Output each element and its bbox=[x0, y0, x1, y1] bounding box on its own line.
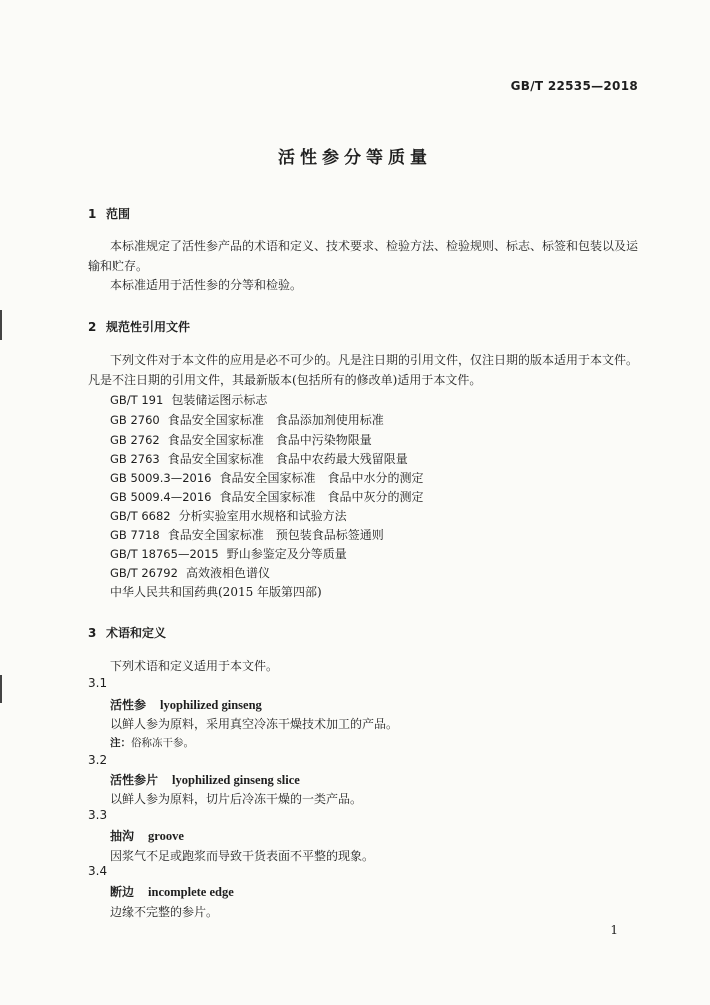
reference-item: GB 5009.3—2016 食品安全国家标准 食品中水分的测定 bbox=[110, 471, 424, 485]
term-name: 活性参 lyophilized ginseng bbox=[110, 698, 262, 712]
page-number: 1 bbox=[610, 923, 618, 937]
scan-edge-mark bbox=[0, 675, 2, 703]
reference-item: GB/T 191 包装储运图示标志 bbox=[110, 393, 268, 407]
section-number: 3 bbox=[88, 626, 97, 640]
term-definition: 边缘不完整的参片。 bbox=[110, 905, 219, 919]
reference-item: 中华人民共和国药典(2015 年版第四部) bbox=[110, 585, 322, 599]
term-name: 活性参片 lyophilized ginseng slice bbox=[110, 773, 300, 787]
section-number: 2 bbox=[88, 320, 97, 334]
reference-item: GB/T 6682 分析实验室用水规格和试验方法 bbox=[110, 509, 347, 523]
term-note: 注：俗称冻干参。 bbox=[110, 737, 194, 749]
term-number: 3.2 bbox=[88, 753, 108, 767]
reference-item: GB 5009.4—2016 食品安全国家标准 食品中灰分的测定 bbox=[110, 490, 424, 504]
term-number: 3.4 bbox=[88, 864, 108, 878]
section-title: 范围 bbox=[106, 207, 131, 221]
scope-paragraph-1: 本标准规定了活性参产品的术语和定义、技术要求、检验方法、检验规则、标志、标签和包装以及运输和贮存。 bbox=[88, 239, 639, 273]
term-definition: 因浆气不足或跑浆而导致干货表面不平整的现象。 bbox=[110, 849, 375, 863]
reference-item: GB/T 18765—2015 野山参鉴定及分等质量 bbox=[110, 547, 347, 561]
section-heading-terms bbox=[88, 624, 166, 641]
reference-item: GB 2762 食品安全国家标准 食品中污染物限量 bbox=[110, 433, 372, 447]
reference-item: GB 7718 食品安全国家标准 预包装食品标签通则 bbox=[110, 528, 384, 542]
terms-intro: 下列术语和定义适用于本文件。 bbox=[110, 659, 279, 673]
term-name: 抽沟 groove bbox=[110, 829, 184, 843]
section-title: 术语和定义 bbox=[106, 626, 167, 640]
section-number: 1 bbox=[88, 207, 97, 221]
term-definition: 以鲜人参为原料，切片后冷冻干燥的一类产品。 bbox=[110, 792, 363, 806]
normative-intro: 下列文件对于本文件的应用是必不可少的。凡是注日期的引用文件，仅注日期的版本适用于本文件。凡是不注日期的引用文件，其最新版本(包括所有的修改单)适用于本文件。 bbox=[88, 353, 639, 387]
term-definition: 以鲜人参为原料，采用真空冷冻干燥技术加工的产品。 bbox=[110, 717, 399, 731]
reference-item: GB 2763 食品安全国家标准 食品中农药最大残留限量 bbox=[110, 452, 408, 466]
section-heading-scope bbox=[88, 205, 130, 222]
scan-edge-mark bbox=[0, 310, 2, 340]
term-name: 断边 incomplete edge bbox=[110, 885, 234, 899]
section-title: 规范性引用文件 bbox=[106, 320, 191, 334]
scope-paragraph-2: 本标准适用于活性参的分等和检验。 bbox=[110, 278, 303, 292]
reference-item: GB/T 26792 高效液相色谱仪 bbox=[110, 566, 270, 580]
term-number: 3.3 bbox=[88, 808, 108, 822]
document-title: 活性参分等质量 bbox=[278, 148, 432, 168]
standard-number: GB/T 22535—2018 bbox=[510, 79, 638, 93]
section-heading-normative-references bbox=[88, 318, 190, 335]
reference-item: GB 2760 食品安全国家标准 食品添加剂使用标准 bbox=[110, 413, 384, 427]
term-number: 3.1 bbox=[88, 676, 108, 690]
